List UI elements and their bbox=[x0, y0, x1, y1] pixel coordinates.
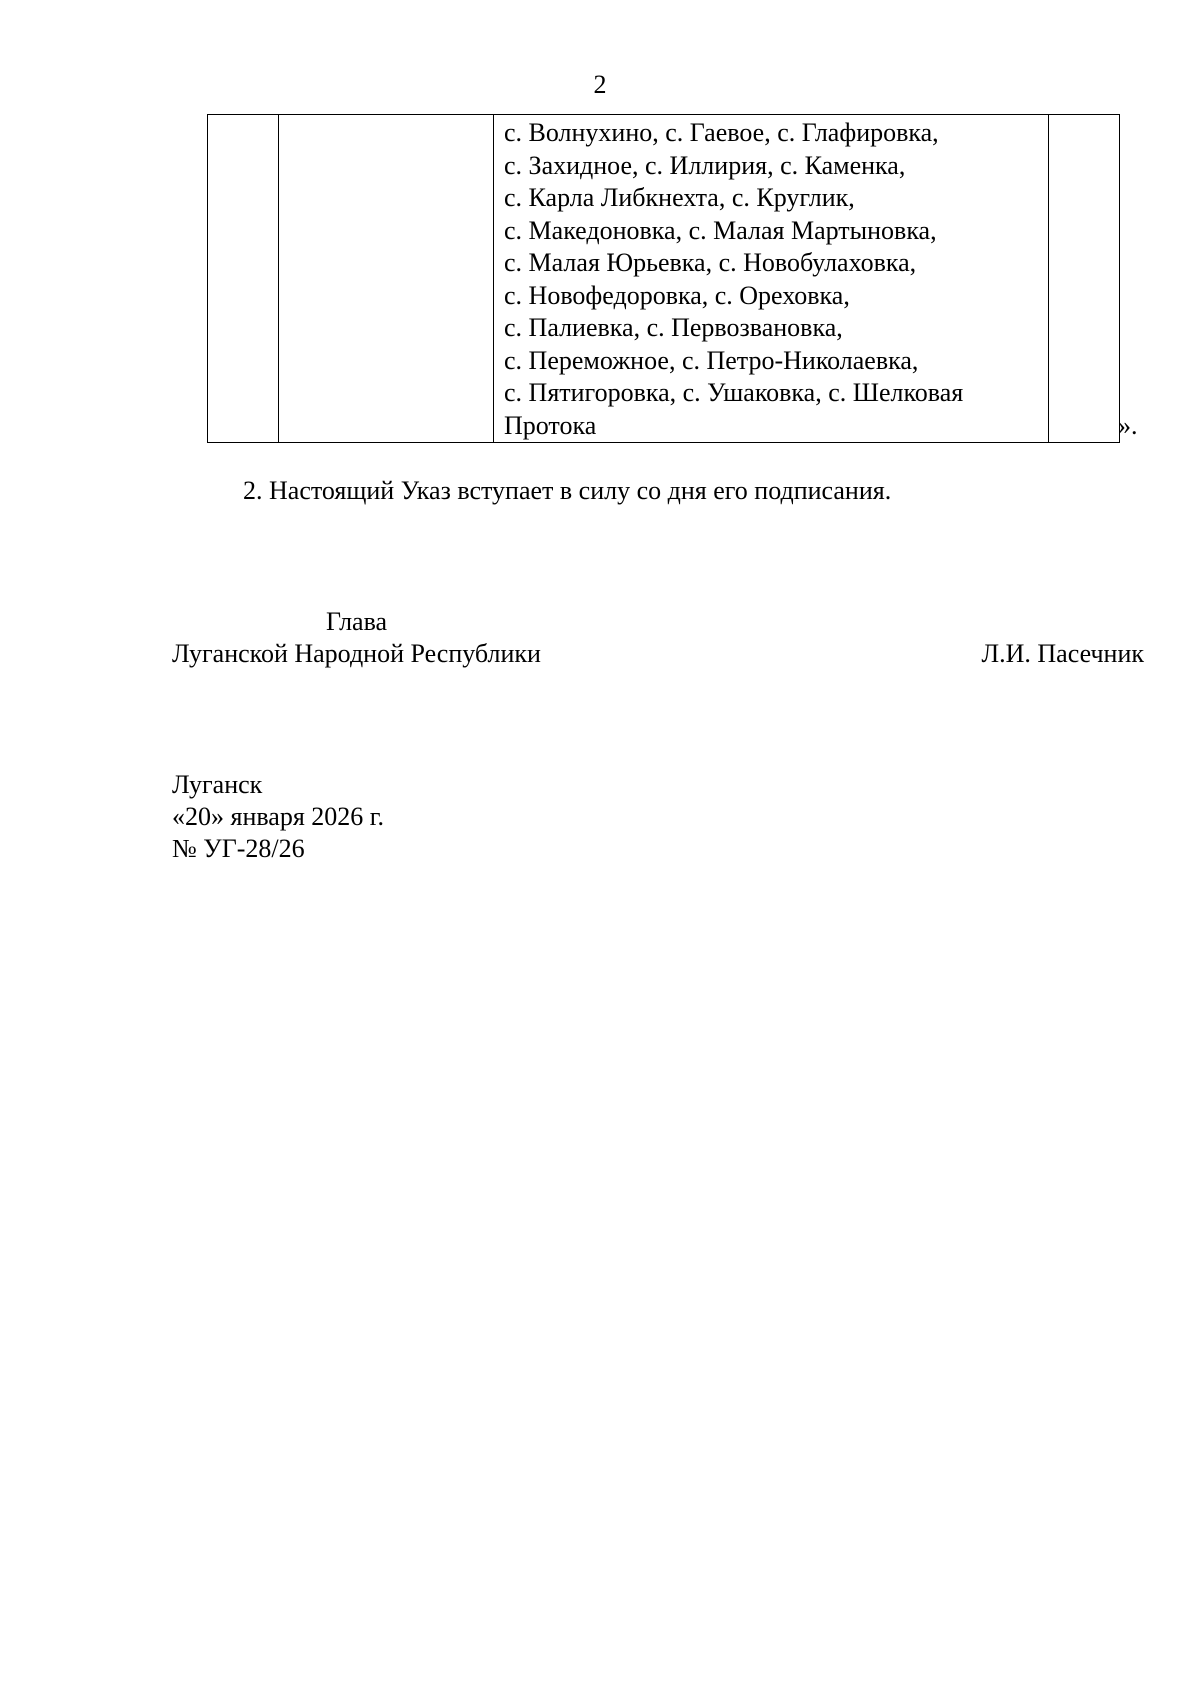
settlement-line: с. Новофедоровка, с. Ореховка, bbox=[504, 280, 850, 310]
signature-title: Глава bbox=[326, 607, 388, 636]
table-cell-extra bbox=[1049, 115, 1120, 443]
page-number: 2 bbox=[593, 70, 607, 99]
table-cell-settlements bbox=[494, 115, 1049, 443]
settlement-line: с. Малая Юрьевка, с. Новобулаховка, bbox=[504, 248, 917, 277]
settlements-table bbox=[207, 114, 1120, 443]
settlement-line: с. Захидное, с. Иллирия, с. Каменка, bbox=[504, 150, 906, 180]
closing-quote: ». bbox=[1118, 411, 1138, 440]
place-date-block bbox=[172, 769, 384, 865]
settlement-line: с. Македоновка, с. Малая Мартыновка, bbox=[504, 215, 937, 245]
table-cell-district bbox=[279, 115, 494, 443]
clause-2: 2. Настоящий Указ вступает в силу со дня его подписания. bbox=[243, 476, 892, 505]
city: Луганск bbox=[172, 770, 263, 799]
decree-number: № УГ-28/26 bbox=[172, 834, 305, 863]
settlement-line: с. Переможное, с. Петро-Николаевка, bbox=[504, 345, 919, 375]
signature-organization: Луганской Народной Республики bbox=[172, 639, 541, 668]
signature-name: Л.И. Пасечник bbox=[981, 639, 1144, 668]
settlement-line: с. Палиевка, с. Первозвановка, bbox=[504, 313, 843, 342]
table-row bbox=[208, 115, 1120, 443]
settlement-line: с. Карла Либкнехта, с. Круглик, bbox=[504, 183, 855, 212]
settlement-line: с. Волнухино, с. Гаевое, с. Глафировка, bbox=[504, 118, 939, 147]
table-cell-number bbox=[208, 115, 279, 443]
settlement-line: Протока bbox=[504, 410, 597, 440]
settlement-line: с. Пятигоровка, с. Ушаковка, с. Шелковая bbox=[504, 378, 964, 407]
decree-date: «20» января 2026 г. bbox=[172, 802, 385, 831]
